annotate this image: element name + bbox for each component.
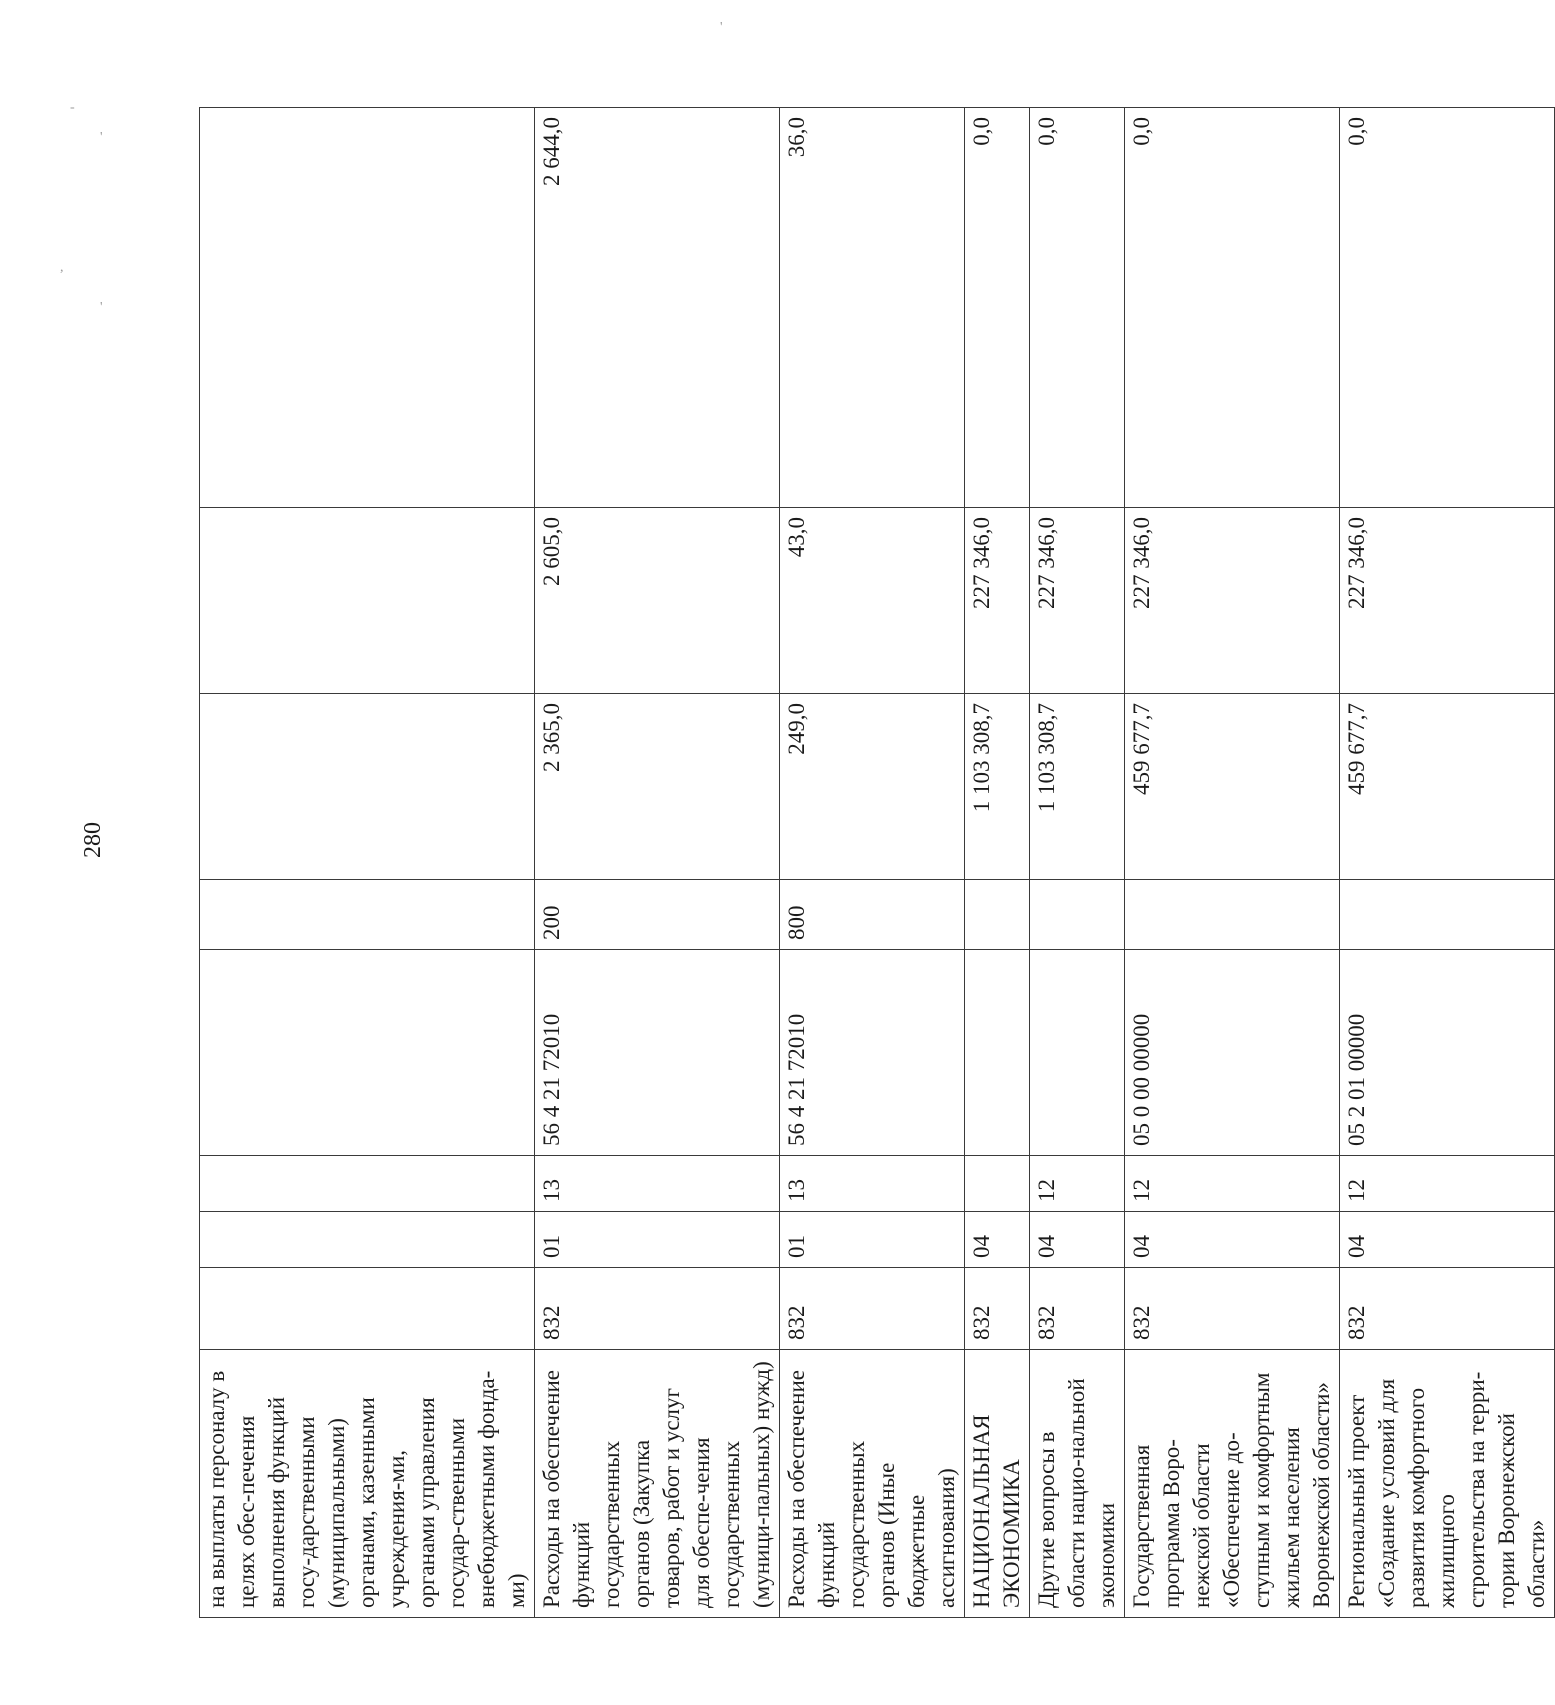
row-name-cell: Другие вопросы в области нацио-нальной экономики — [1030, 1350, 1125, 1618]
scan-artifact-mark: ' — [720, 20, 723, 35]
row-vr-cell — [1125, 880, 1340, 950]
row-csr-cell: 05 2 01 00000 — [1340, 950, 1555, 1156]
row-rz-cell: 04 — [1340, 1212, 1555, 1268]
row-sum3-cell — [200, 108, 535, 508]
row-sum3-cell: 0,0 — [1125, 108, 1340, 508]
budget-table — [199, 107, 1555, 1618]
page-number: 280 — [80, 822, 106, 858]
row-gr-cell: 832 — [780, 1268, 965, 1350]
table-row — [200, 108, 535, 1618]
row-gr-cell: 832 — [535, 1268, 780, 1350]
row-pr-cell: 12 — [1125, 1156, 1340, 1212]
row-pr-cell: 12 — [1340, 1156, 1555, 1212]
scan-artifact-mark: ' — [100, 130, 103, 145]
row-sum3-cell: 0,0 — [965, 108, 1030, 508]
scan-artifact-mark: - — [70, 100, 75, 115]
row-sum2-cell: 227 346,0 — [1030, 508, 1125, 694]
row-pr-cell — [965, 1156, 1030, 1212]
row-gr-cell: 832 — [965, 1268, 1030, 1350]
row-name-cell: Государственная программа Воро-нежской области «Обеспечение до-ступным и комфортным жильем населения Воронежской области» — [1125, 1350, 1340, 1618]
row-pr-cell: 12 — [1030, 1156, 1125, 1212]
row-rz-cell: 04 — [965, 1212, 1030, 1268]
row-sum1-cell: 1 103 308,7 — [1030, 694, 1125, 880]
scan-artifact-mark: , — [60, 260, 64, 275]
row-vr-cell — [1030, 880, 1125, 950]
row-vr-cell — [1340, 880, 1555, 950]
row-gr-cell — [200, 1268, 535, 1350]
row-sum1-cell: 459 677,7 — [1340, 694, 1555, 880]
row-rz-cell: 04 — [1125, 1212, 1340, 1268]
row-sum2-cell: 227 346,0 — [965, 508, 1030, 694]
row-sum2-cell: 43,0 — [780, 508, 965, 694]
row-sum1-cell: 1 103 308,7 — [965, 694, 1030, 880]
row-vr-cell — [965, 880, 1030, 950]
row-sum1-cell: 2 365,0 — [535, 694, 780, 880]
row-sum2-cell: 2 605,0 — [535, 508, 780, 694]
row-sum3-cell: 2 644,0 — [535, 108, 780, 508]
row-pr-cell: 13 — [780, 1156, 965, 1212]
table-row — [1125, 108, 1340, 1618]
row-sum2-cell — [200, 508, 535, 694]
scan-artifact-mark: ' — [100, 300, 103, 315]
row-csr-cell: 05 0 00 00000 — [1125, 950, 1340, 1156]
row-rz-cell — [200, 1212, 535, 1268]
table-row — [1030, 108, 1125, 1618]
table-row — [1340, 108, 1555, 1618]
row-csr-cell — [965, 950, 1030, 1156]
row-sum1-cell — [200, 694, 535, 880]
row-name-cell: НАЦИОНАЛЬНАЯ ЭКОНОМИКА — [965, 1350, 1030, 1618]
row-gr-cell: 832 — [1030, 1268, 1125, 1350]
row-sum3-cell: 36,0 — [780, 108, 965, 508]
row-csr-cell — [200, 950, 535, 1156]
table-row — [780, 108, 965, 1618]
row-name-cell: на выплаты персоналу в целях обес-печения выполнения функций госу-дарственными (муниципальными) органами, казенными учреждения-ми, органами управления государ-ственными внебюджетными фонда-ми) — [200, 1350, 535, 1618]
row-sum3-cell: 0,0 — [1030, 108, 1125, 508]
row-name-cell: Расходы на обеспечение функций государственных органов (Закупка товаров, работ и услуг для обеспе-чения государственных (муници-пальных) нужд) — [535, 1350, 780, 1618]
table-rotator — [199, 108, 1549, 1618]
row-csr-cell: 56 4 21 72010 — [780, 950, 965, 1156]
row-gr-cell: 832 — [1125, 1268, 1340, 1350]
table-row — [535, 108, 780, 1618]
row-sum2-cell: 227 346,0 — [1125, 508, 1340, 694]
row-rz-cell: 01 — [780, 1212, 965, 1268]
row-pr-cell — [200, 1156, 535, 1212]
row-csr-cell — [1030, 950, 1125, 1156]
row-sum2-cell: 227 346,0 — [1340, 508, 1555, 694]
row-vr-cell — [200, 880, 535, 950]
table-row — [965, 108, 1030, 1618]
row-sum3-cell: 0,0 — [1340, 108, 1555, 508]
row-rz-cell: 04 — [1030, 1212, 1125, 1268]
row-gr-cell: 832 — [1340, 1268, 1555, 1350]
row-vr-cell: 200 — [535, 880, 780, 950]
row-csr-cell: 56 4 21 72010 — [535, 950, 780, 1156]
row-sum1-cell: 459 677,7 — [1125, 694, 1340, 880]
row-rz-cell: 01 — [535, 1212, 780, 1268]
row-vr-cell: 800 — [780, 880, 965, 950]
row-name-cell: Расходы на обеспечение функций государственных органов (Иные бюджетные ассигнования) — [780, 1350, 965, 1618]
row-name-cell: Региональный проект «Создание условий для развития комфортного жилищного строительства на терри-тории Воронежской области» — [1340, 1350, 1555, 1618]
row-sum1-cell: 249,0 — [780, 694, 965, 880]
row-pr-cell: 13 — [535, 1156, 780, 1212]
